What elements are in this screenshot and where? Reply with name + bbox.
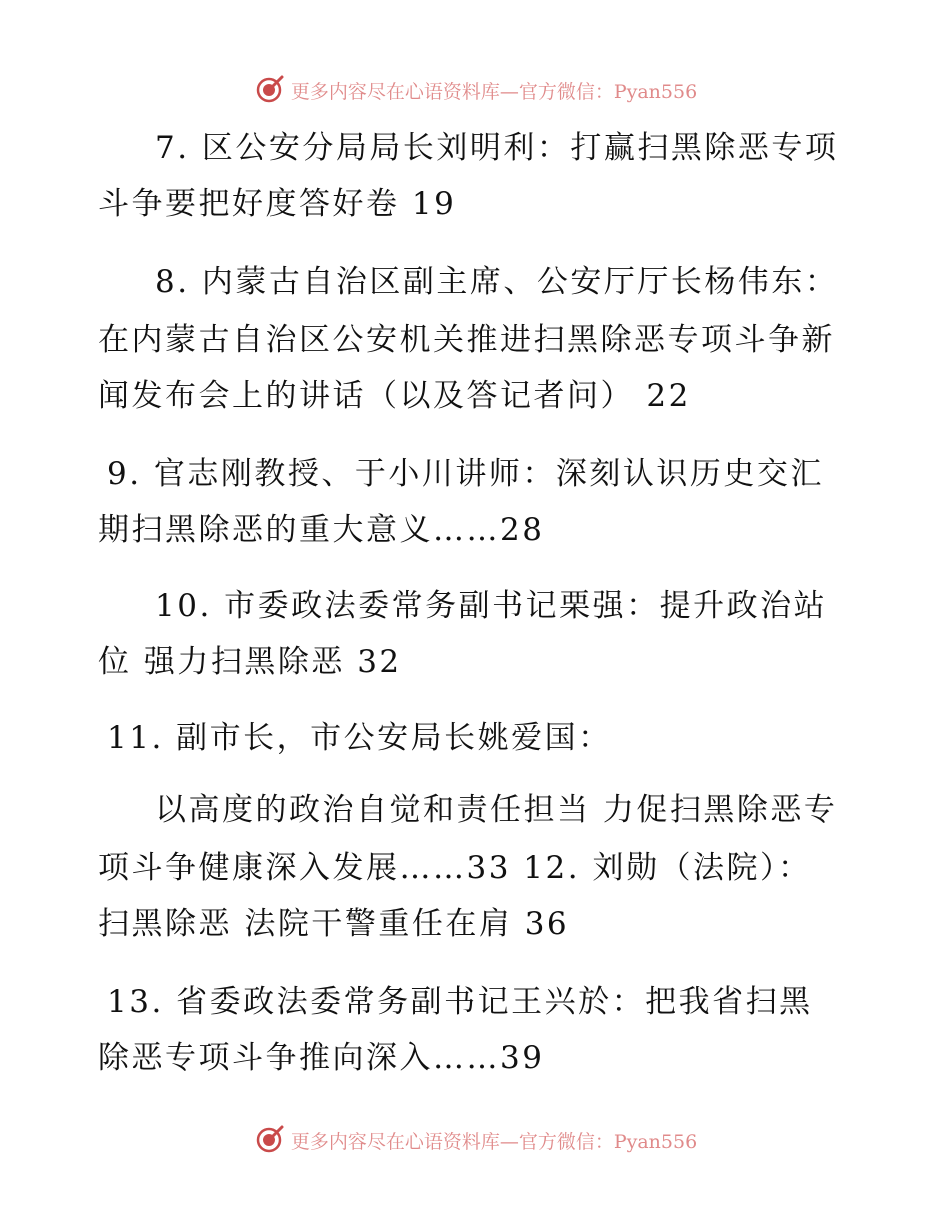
toc-entry-10-line-1: 10. 市委政法委常务副书记栗强：提升政治站 bbox=[155, 588, 828, 624]
toc-entry-11-line-1: 11. 副市长，市公安局长姚爱国： bbox=[107, 720, 612, 756]
watermark-banner-top bbox=[0, 72, 950, 108]
toc-entry-8-line-2: 在内蒙古自治区公安机关推进扫黑除恶专项斗争新 bbox=[98, 322, 835, 358]
toc-entry-7-line-2: 斗争要把好度答好卷 19 bbox=[98, 186, 457, 222]
toc-entry-13-line-1: 13. 省委政法委常务副书记王兴於：把我省扫黑 bbox=[107, 984, 813, 1020]
toc-entry-13-line-2: 除恶专项斗争推向深入……39 bbox=[98, 1040, 545, 1076]
toc-entry-8-line-1: 8. 内蒙古自治区副主席、公安厅厅长杨伟东： bbox=[155, 264, 839, 300]
toc-entry-9-line-1: 9. 官志刚教授、于小川讲师：深刻认识历史交汇 bbox=[107, 456, 824, 492]
toc-entry-8-line-3: 闻发布会上的讲话（以及答记者问） 22 bbox=[98, 378, 691, 414]
toc-entry-12-line-2: 扫黑除恶 法院干警重任在肩 36 bbox=[98, 906, 570, 942]
brush-logo-icon bbox=[253, 1124, 285, 1156]
watermark-banner-bottom bbox=[0, 1122, 950, 1158]
toc-entry-11-12-line: 项斗争健康深入发展……33 12. 刘勋（法院）： bbox=[98, 850, 812, 886]
toc-entry-7-line-1: 7. 区公安分局局长刘明利：打赢扫黑除恶专项 bbox=[155, 130, 839, 166]
toc-entry-9-line-2: 期扫黑除恶的重大意义……28 bbox=[98, 512, 545, 548]
brush-logo-icon bbox=[253, 74, 285, 106]
toc-entry-11-line-2: 以高度的政治自觉和责任担当 力促扫黑除恶专 bbox=[155, 792, 838, 828]
watermark-text: 更多内容尽在心语资料库—官方微信：Pyan556 bbox=[290, 80, 698, 103]
watermark-text: 更多内容尽在心语资料库—官方微信：Pyan556 bbox=[290, 1130, 698, 1153]
toc-entry-10-line-2: 位 强力扫黑除恶 32 bbox=[98, 644, 402, 680]
